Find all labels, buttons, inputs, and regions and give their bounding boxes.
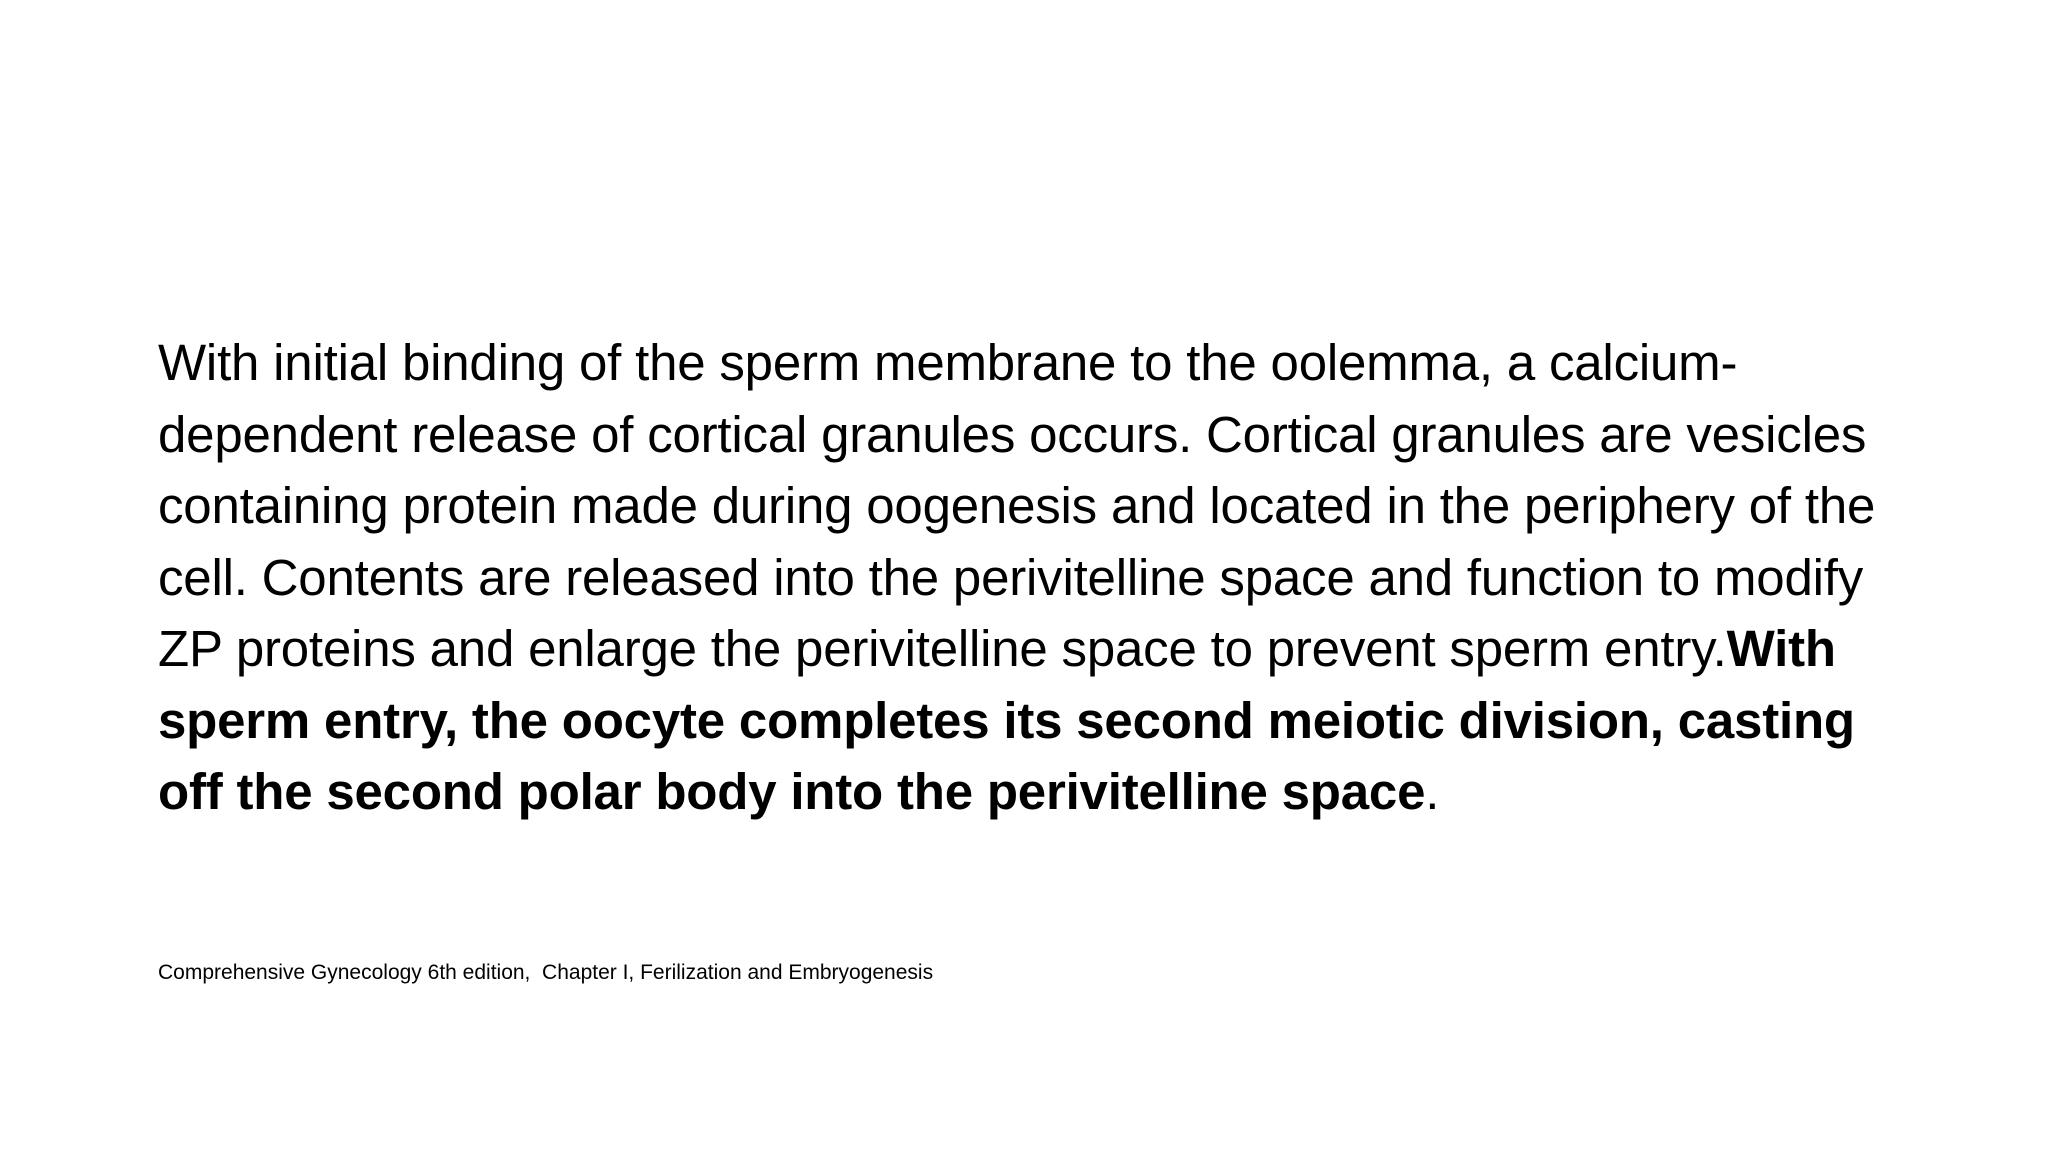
body-paragraph: [158, 327, 1918, 828]
body-text-normal: With initial binding of the sperm membrane to the oolemma, a calcium-dependent release of cortical granules occurs. Cortical granules are vesicles containing protein made during oogenesis and located in the periphery of the cell. Contents are released into the perivitelline space and function to modify ZP proteins and enlarge the perivitelline space to prevent sperm entry.: [158, 334, 1876, 677]
body-text-trailing: .: [1425, 763, 1440, 820]
citation: Comprehensive Gynecology 6th edition, Chapter I, Ferilization and Embryogenesis: [158, 961, 934, 984]
body-text-bold: With sperm entry, the oocyte completes its second meiotic division, casting off the second polar body into the perivitelline space: [158, 620, 1855, 820]
